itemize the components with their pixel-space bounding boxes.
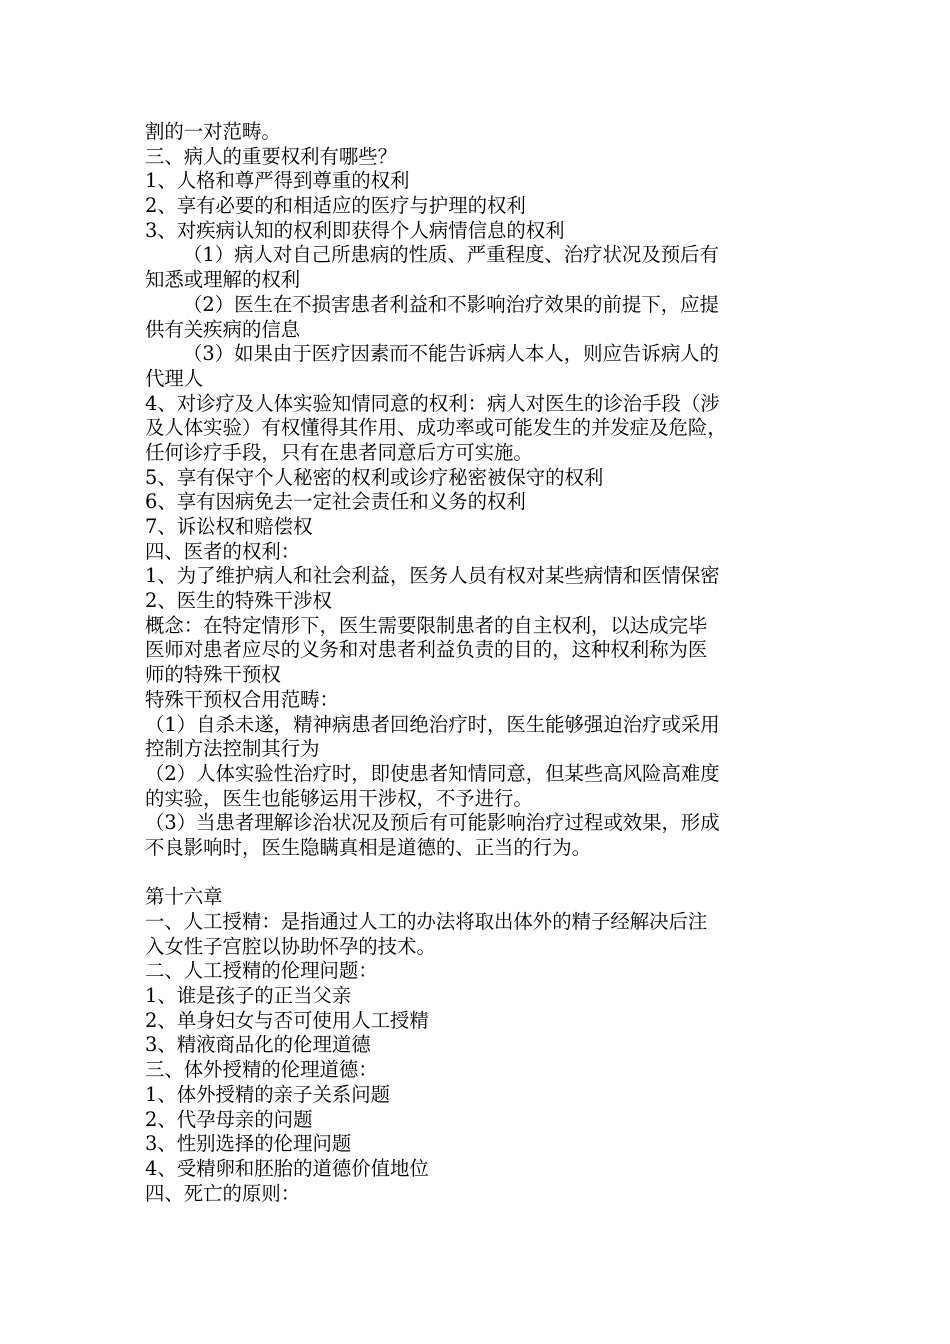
list-item: 1、体外授精的亲子关系问题 — [145, 1082, 391, 1106]
list-item: 1、人格和尊严得到尊重的权利 — [145, 169, 410, 193]
list-item: 3、精液商品化的伦理道德 — [145, 1033, 371, 1057]
section-heading: 三、病人的重要权利有哪些？ — [145, 144, 398, 168]
list-item: 2、单身妇女与否可使用人工授精 — [145, 1008, 429, 1032]
text-line: 代理人 — [145, 366, 204, 390]
blank-line — [145, 861, 810, 886]
list-item: 7、诉讼权和赔偿权 — [145, 515, 313, 538]
document-body — [145, 120, 810, 1206]
sub-list-item: （3）如果由于医疗因素而不能告诉病人本人，则应告诉病人的 — [183, 342, 719, 366]
section-heading: 四、死亡的原则： — [145, 1181, 301, 1205]
list-item: 2、享有必要的和相适应的医疗与护理的权利 — [145, 194, 526, 218]
sub-list-item: （2）医生在不损害患者利益和不影响治疗效果的前提下，应提 — [183, 292, 719, 316]
list-item: 1、谁是孩子的正当父亲 — [145, 984, 352, 1008]
list-item: 3、性别选择的伦理问题 — [145, 1132, 352, 1156]
sub-list-item: （3）当患者理解诊治状况及预后有可能影响治疗过程或效果，形成 — [145, 811, 720, 835]
list-item: 2、代孕母亲的问题 — [145, 1107, 313, 1131]
text-line: 概念：在特定情形下，医生需要限制患者的自主权利，以达成完毕 — [145, 613, 708, 637]
text-line: 及人体实验）有权懂得其作用、成功率或可能发生的并发症及危险， — [145, 416, 727, 440]
text-line: 医师对患者应尽的义务和对患者利益负责的目的，这种权利称为医 — [145, 638, 708, 662]
section-heading: 一、人工授精：是指通过人工的办法将取出体外的精子经解决后注 — [145, 910, 708, 933]
list-item: 6、享有因病免去一定社会责任和义务的权利 — [145, 490, 526, 514]
text-line: 师的特殊干预权 — [145, 663, 281, 687]
list-item: 4、受精卵和胚胎的道德价值地位 — [145, 1156, 429, 1180]
text-line: 知悉或理解的权利 — [145, 268, 301, 292]
text-line: 供有关疾病的信息 — [145, 317, 301, 341]
text-line: 割的一对范畴。 — [145, 120, 281, 143]
section-heading: 三、体外授精的伦理道德： — [145, 1058, 378, 1082]
section-heading: 二、人工授精的伦理问题： — [145, 959, 378, 983]
sub-list-item: （1）自杀未遂，精神病患者回绝治疗时，医生能够强迫治疗或采用 — [145, 712, 720, 736]
list-item: 3、对疾病认知的权利即获得个人病情信息的权利 — [145, 218, 565, 242]
sub-list-item: （2）人体实验性治疗时，即使患者知情同意，但某些高风险高难度 — [145, 761, 720, 785]
sub-list-item: （1）病人对自己所患病的性质、严重程度、治疗状况及预后有 — [183, 243, 719, 267]
text-line: 的实验，医生也能够运用干涉权，不予进行。 — [145, 786, 533, 810]
text-line: 入女性子宫腔以协助怀孕的技术。 — [145, 934, 436, 958]
text-line: 不良影响时，医生隐瞒真相是道德的、正当的行为。 — [145, 835, 591, 859]
list-item: 5、享有保守个人秘密的权利或诊疗秘密被保守的权利 — [145, 465, 604, 489]
text-line: 特殊干预权合用范畴： — [145, 687, 339, 711]
text-line: 控制方法控制其行为 — [145, 737, 320, 761]
section-heading: 四、医者的权利： — [145, 539, 301, 563]
list-item: 4、对诊疗及人体实验知情同意的权利：病人对医生的诊治手段（涉 — [145, 391, 720, 415]
list-item: 2、医生的特殊干涉权 — [145, 589, 332, 613]
list-item: 1、为了维护病人和社会利益，医务人员有权对某些病情和医情保密 — [145, 564, 720, 588]
text-line: 任何诊疗手段，只有在患者同意后方可实施。 — [145, 440, 533, 464]
chapter-heading: 第十六章 — [145, 885, 223, 909]
